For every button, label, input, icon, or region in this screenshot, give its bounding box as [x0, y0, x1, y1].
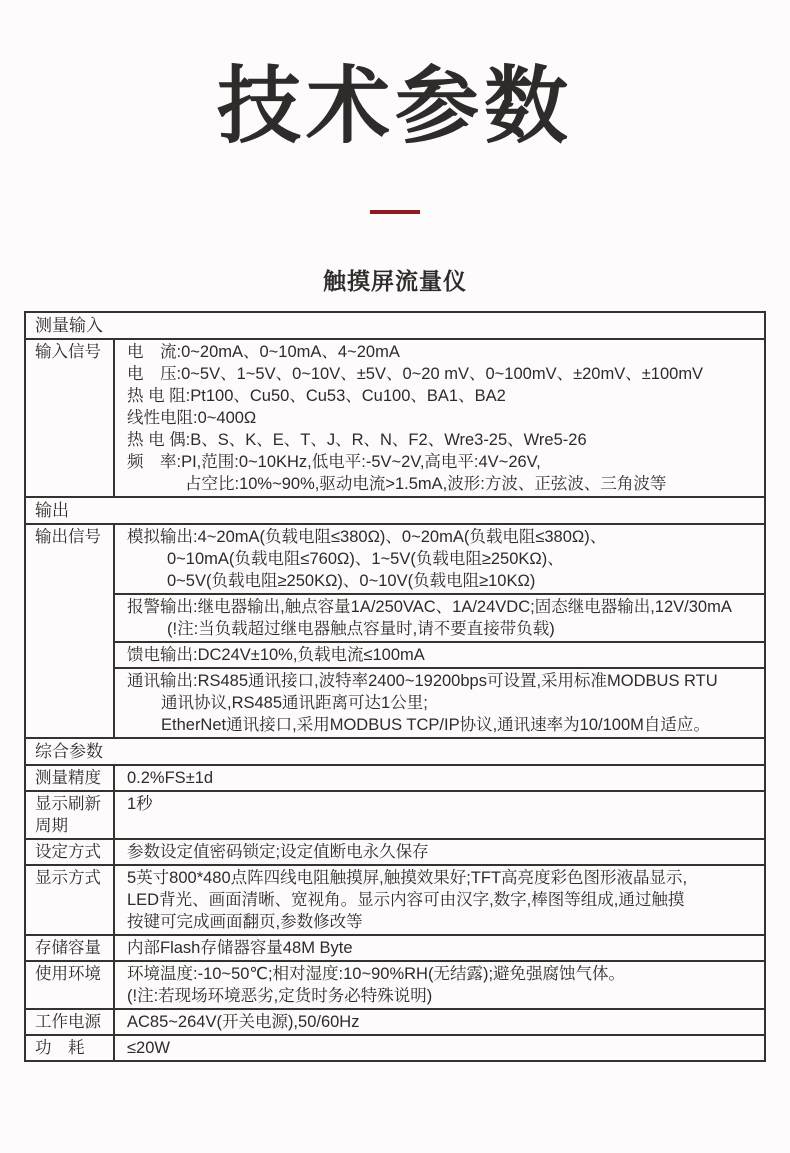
- spec-line: EtherNet通讯接口,采用MODBUS TCP/IP协议,通讯速率为10/100M自适应。: [161, 715, 710, 734]
- table-row-power-supply: [26, 1008, 764, 1034]
- spec-line: 通讯协议,RS485通讯距离可达1公里;: [161, 693, 428, 712]
- spec-line: 0~10mA(负载电阻≤760Ω)、1~5V(负载电阻≥250KΩ)、: [167, 549, 564, 568]
- table-row-output-signal: [26, 523, 764, 737]
- spec-line: 占空比:10%~90%,驱动电流>1.5mA,波形:方波、正弦波、三角波等: [185, 474, 667, 493]
- row-label-output-signal: 输出信号: [26, 525, 115, 737]
- section-header-general: 综合参数: [26, 737, 764, 764]
- page-title: 技术参数: [216, 59, 573, 153]
- spec-line: AC85~264V(开关电源),50/60Hz: [127, 1012, 360, 1031]
- spec-line: ≤20W: [127, 1038, 170, 1057]
- sub-row-comm-output: [115, 667, 764, 737]
- sub-row-analog-output: [115, 525, 764, 593]
- table-row-power-consumption: [26, 1034, 764, 1060]
- row-content-power-supply: [115, 1010, 764, 1034]
- spec-line: 模拟输出:4~20mA(负载电阻≤380Ω)、0~20mA(负载电阻≤380Ω)、: [127, 527, 607, 546]
- row-label-display-mode: 显示方式: [26, 866, 115, 934]
- table-row-input-signal: [26, 338, 764, 496]
- spec-line: LED背光、画面清晰、宽视角。显示内容可由汉字,数字,棒图等组成,通过触摸: [127, 890, 685, 909]
- spec-line: (!注:当负载超过继电器触点容量时,请不要直接带负载): [167, 619, 555, 638]
- spec-line: 报警输出:继电器输出,触点容量1A/250VAC、1A/24VDC;固态继电器输出,12V/30mA: [127, 597, 732, 616]
- spec-line: 按键可完成画面翻页,参数修改等: [127, 912, 363, 931]
- row-label-environment: 使用环境: [26, 962, 115, 1008]
- spec-line: 0~5V(负载电阻≥250KΩ)、0~10V(负载电阻≥10KΩ): [167, 571, 536, 590]
- spec-line: 馈电输出:DC24V±10%,负载电流≤100mA: [127, 645, 425, 664]
- spec-line: 5英寸800*480点阵四线电阻触摸屏,触摸效果好;TFT高亮度彩色图形液晶显示,: [127, 868, 688, 887]
- spec-line: 内部Flash存储器容量48M Byte: [127, 938, 353, 957]
- row-content-refresh-cycle: [115, 792, 764, 838]
- row-content-power-consumption: [115, 1036, 764, 1060]
- title-accent-divider: [370, 210, 420, 214]
- spec-page: [0, 59, 790, 1062]
- row-content-display-mode: [115, 866, 764, 934]
- row-label-setting-mode: 设定方式: [26, 840, 115, 864]
- table-row-storage: [26, 934, 764, 960]
- spec-line: 热 电 阻:Pt100、Cu50、Cu53、Cu100、BA1、BA2: [127, 386, 506, 405]
- table-row-setting-mode: [26, 838, 764, 864]
- spec-line: 线性电阻:0~400Ω: [127, 408, 257, 427]
- section-header-measure-input: 测量输入: [35, 315, 103, 335]
- row-label-input-signal: 输入信号: [26, 340, 115, 496]
- spec-line: 电 压:0~5V、1~5V、0~10V、±5V、0~20 mV、0~100mV、±20mV、±100mV: [127, 364, 704, 383]
- row-label-accuracy: 测量精度: [26, 766, 115, 790]
- row-label-power-consumption: 功 耗: [26, 1036, 115, 1060]
- spec-line: 通讯输出:RS485通讯接口,波特率2400~19200bps可设置,采用标准MODBUS RTU: [127, 671, 718, 690]
- spec-line: 电 流:0~20mA、0~10mA、4~20mA: [127, 342, 400, 361]
- row-content-output-signal: [115, 525, 764, 737]
- row-content-environment: [115, 962, 764, 1008]
- section-header-output: 输出: [26, 496, 764, 523]
- spec-line: 频 率:PI,范围:0~10KHz,低电平:-5V~2V,高电平:4V~26V,: [127, 452, 541, 471]
- table-row-accuracy: [26, 764, 764, 790]
- table-row-refresh-cycle: [26, 790, 764, 838]
- spec-table: [24, 311, 766, 1062]
- product-subtitle: 触摸屏流量仪: [323, 268, 467, 294]
- row-content-storage: [115, 936, 764, 960]
- table-row-display-mode: [26, 864, 764, 934]
- spec-line: 0.2%FS±1d: [127, 768, 214, 787]
- spec-line: 热 电 偶:B、S、K、E、T、J、R、N、F2、Wre3-25、Wre5-26: [127, 430, 587, 449]
- row-label-power-supply: 工作电源: [26, 1010, 115, 1034]
- spec-line: 参数设定值密码锁定;设定值断电永久保存: [127, 842, 429, 861]
- row-content-setting-mode: [115, 840, 764, 864]
- row-content-accuracy: [115, 766, 764, 790]
- spec-line: (!注:若现场环境恶劣,定货时务必特殊说明): [127, 986, 433, 1005]
- row-label-refresh-cycle: 显示刷新周期: [26, 792, 115, 838]
- row-content-input-signal: [115, 340, 764, 496]
- sub-row-alarm-output: [115, 593, 764, 641]
- spec-line: 1秒: [127, 794, 153, 813]
- spec-line: 环境温度:-10~50℃;相对湿度:10~90%RH(无结露);避免强腐蚀气体。: [127, 964, 626, 983]
- row-label-storage: 存储容量: [26, 936, 115, 960]
- table-row-environment: [26, 960, 764, 1008]
- sub-row-feed-output: [115, 641, 764, 667]
